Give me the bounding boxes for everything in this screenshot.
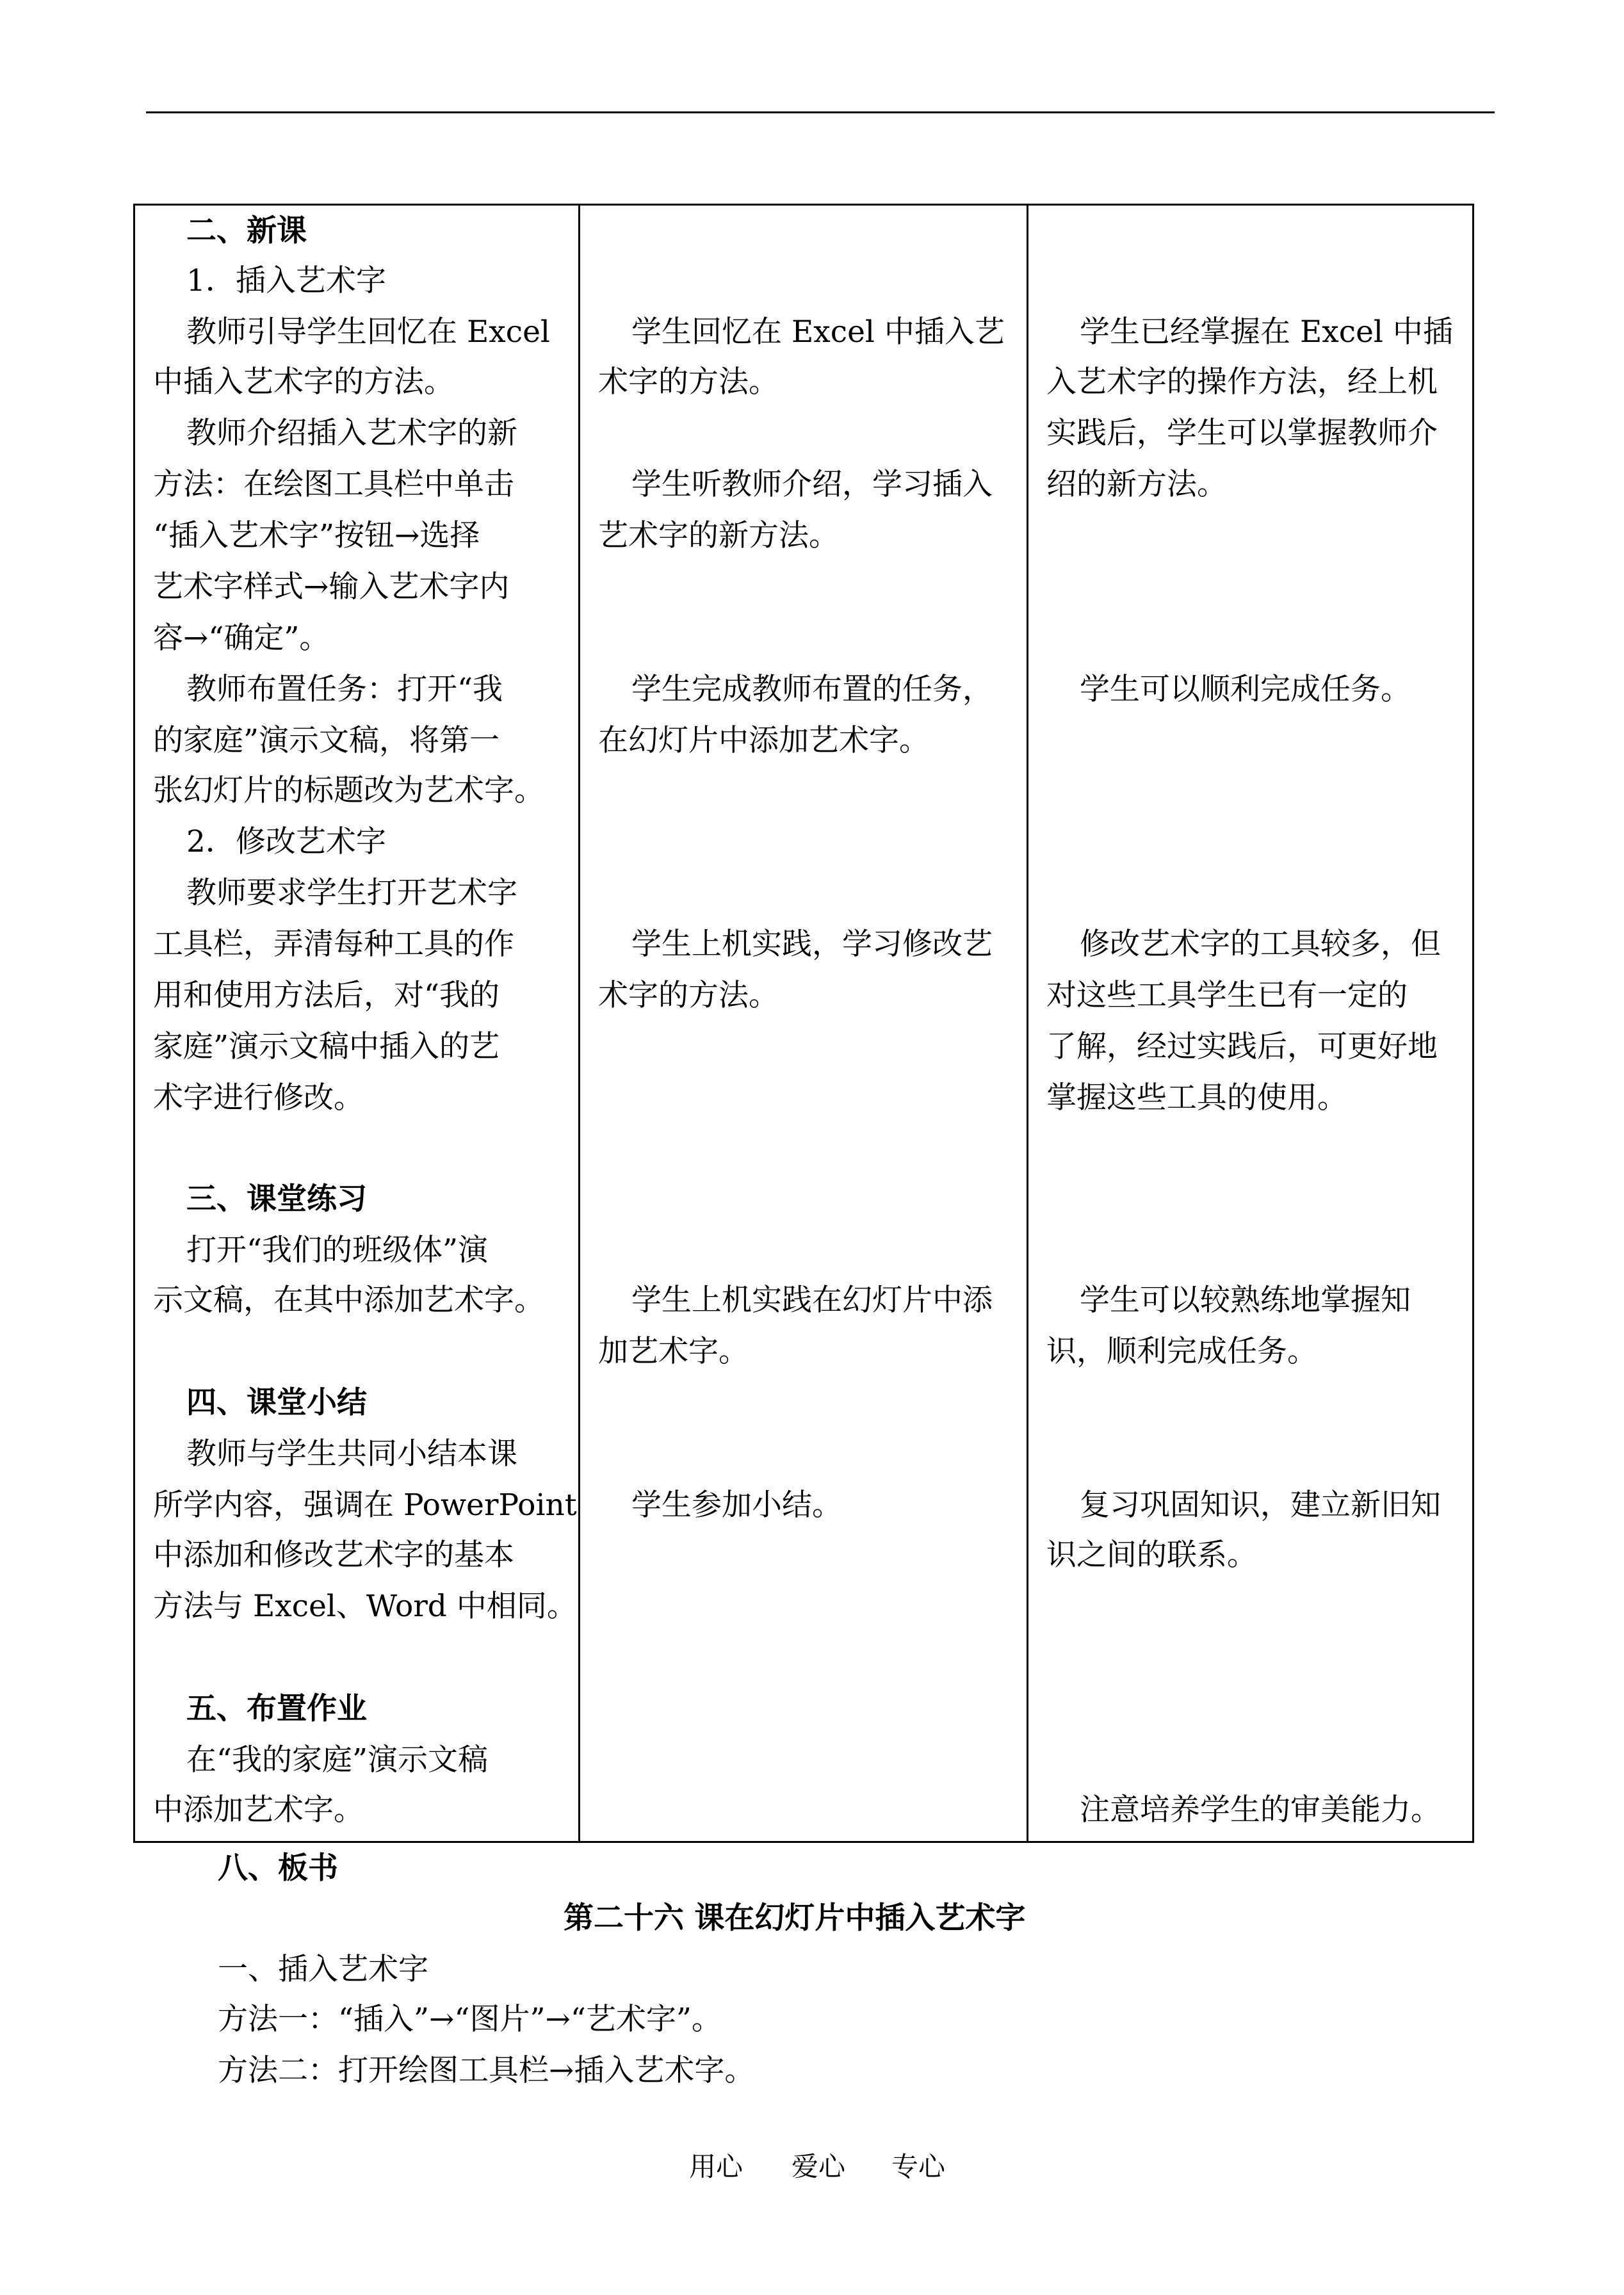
col1-text-line: 家庭”演示文稿中插入的艺 (153, 1029, 500, 1064)
col1-text-line: 的家庭”演示文稿，将第一 (153, 723, 500, 758)
col3-text-line: 学生可以较熟练地掌握知 (1080, 1283, 1411, 1318)
col2-text-line: 学生回忆在 Excel 中插入艺 (631, 314, 1005, 350)
board-heading: 八、板书 (218, 1851, 338, 1886)
col2-text-line: 学生上机实践，学习修改艺 (631, 927, 993, 962)
subheading-insert-wordart: 1．插入艺术字 (186, 263, 386, 298)
board-line: 方法一：“插入”→“图片”→“艺术字”。 (218, 2002, 722, 2037)
col1-text-line: 容→“确定”。 (153, 620, 330, 656)
col3-text-line: 实践后，学生可以掌握教师介 (1046, 416, 1438, 451)
lesson-table (133, 204, 1474, 1843)
col1-text-line: 教师布置任务：打开“我 (186, 672, 503, 707)
col3-text-line: 入艺术字的操作方法，经上机 (1046, 364, 1438, 400)
col3-text-line: 掌握这些工具的使用。 (1046, 1080, 1347, 1115)
col1-text-line: 艺术字样式→输入艺术字内 (153, 569, 510, 604)
col2-text-line: 学生听教师介绍，学习插入 (631, 467, 993, 502)
col1-text-line: 教师要求学生打开艺术字 (186, 875, 517, 911)
col3-text-line: 注意培养学生的审美能力。 (1080, 1792, 1441, 1828)
subheading-modify-wordart: 2．修改艺术字 (186, 824, 386, 859)
col1-text-line: “插入艺术字”按钮→选择 (153, 518, 480, 553)
col3-text-line: 修改艺术字的工具较多，但 (1080, 927, 1441, 962)
col3-text-line: 了解，经过实践后，可更好地 (1046, 1029, 1438, 1064)
col3-text-line: 对这些工具学生已有一定的 (1046, 978, 1408, 1013)
board-title: 第二十六 课在幻灯片中插入艺术字 (564, 1901, 1026, 1936)
col1-text-line: 用和使用方法后，对“我的 (153, 978, 500, 1013)
col2-text-line: 术字的方法。 (598, 364, 779, 400)
col1-text-line: 中添加艺术字。 (153, 1792, 364, 1828)
column-divider (578, 206, 580, 1841)
section-heading-new-lesson: 二、新课 (186, 213, 307, 248)
col3-text-line: 绍的新方法。 (1046, 467, 1227, 502)
section-heading-summary: 四、课堂小结 (186, 1385, 367, 1420)
col3-text-line: 学生可以顺利完成任务。 (1080, 672, 1411, 707)
footer-text: 用心 (689, 2151, 743, 2182)
col3-text-line: 学生已经掌握在 Excel 中插 (1080, 314, 1453, 350)
col2-text-line: 学生完成教师布置的任务， (631, 672, 993, 707)
col1-text-line: 方法与 Excel、Word 中相同。 (153, 1589, 577, 1624)
col3-text-line: 识之间的联系。 (1046, 1537, 1257, 1573)
col2-text-line: 加艺术字。 (598, 1334, 749, 1369)
col1-text-line: 教师引导学生回忆在 Excel (186, 314, 550, 350)
col1-text-line: 中添加和修改艺术字的基本 (153, 1537, 514, 1573)
col1-text-line: 教师介绍插入艺术字的新 (186, 416, 517, 451)
col1-text-line: 方法：在绘图工具栏中单击 (153, 467, 514, 502)
col2-text-line: 艺术字的新方法。 (598, 518, 839, 553)
column-divider (1027, 206, 1028, 1841)
col2-text-line: 学生上机实践在幻灯片中添 (631, 1283, 993, 1318)
col3-text-line: 识，顺利完成任务。 (1046, 1334, 1317, 1369)
col1-text-line: 在“我的家庭”演示文稿 (186, 1742, 489, 1778)
section-heading-practice: 三、课堂练习 (186, 1181, 367, 1217)
board-line: 一、插入艺术字 (218, 1952, 428, 1987)
col2-text-line: 术字的方法。 (598, 978, 779, 1013)
footer-text: 爱心 (792, 2151, 846, 2182)
col3-text-line: 复习巩固知识，建立新旧知 (1080, 1488, 1441, 1523)
col1-text-line: 中插入艺术字的方法。 (153, 364, 454, 400)
col2-text-line: 在幻灯片中添加艺术字。 (598, 723, 929, 758)
col1-text-line: 打开“我们的班级体”演 (186, 1233, 489, 1268)
col2-text-line: 学生参加小结。 (631, 1488, 842, 1523)
col1-text-line: 术字进行修改。 (153, 1080, 364, 1115)
header-rule (146, 111, 1495, 113)
footer-text: 专心 (891, 2151, 946, 2182)
col1-text-line: 示文稿，在其中添加艺术字。 (153, 1283, 544, 1318)
col1-text-line: 张幻灯片的标题改为艺术字。 (153, 773, 544, 808)
col1-text-line: 工具栏，弄清每种工具的作 (153, 927, 514, 962)
section-heading-homework: 五、布置作业 (186, 1691, 367, 1726)
col1-text-line: 教师与学生共同小结本课 (186, 1436, 517, 1472)
col1-text-line: 所学内容，强调在 PowerPoint (153, 1488, 577, 1523)
board-line: 方法二：打开绘图工具栏→插入艺术字。 (218, 2053, 755, 2088)
